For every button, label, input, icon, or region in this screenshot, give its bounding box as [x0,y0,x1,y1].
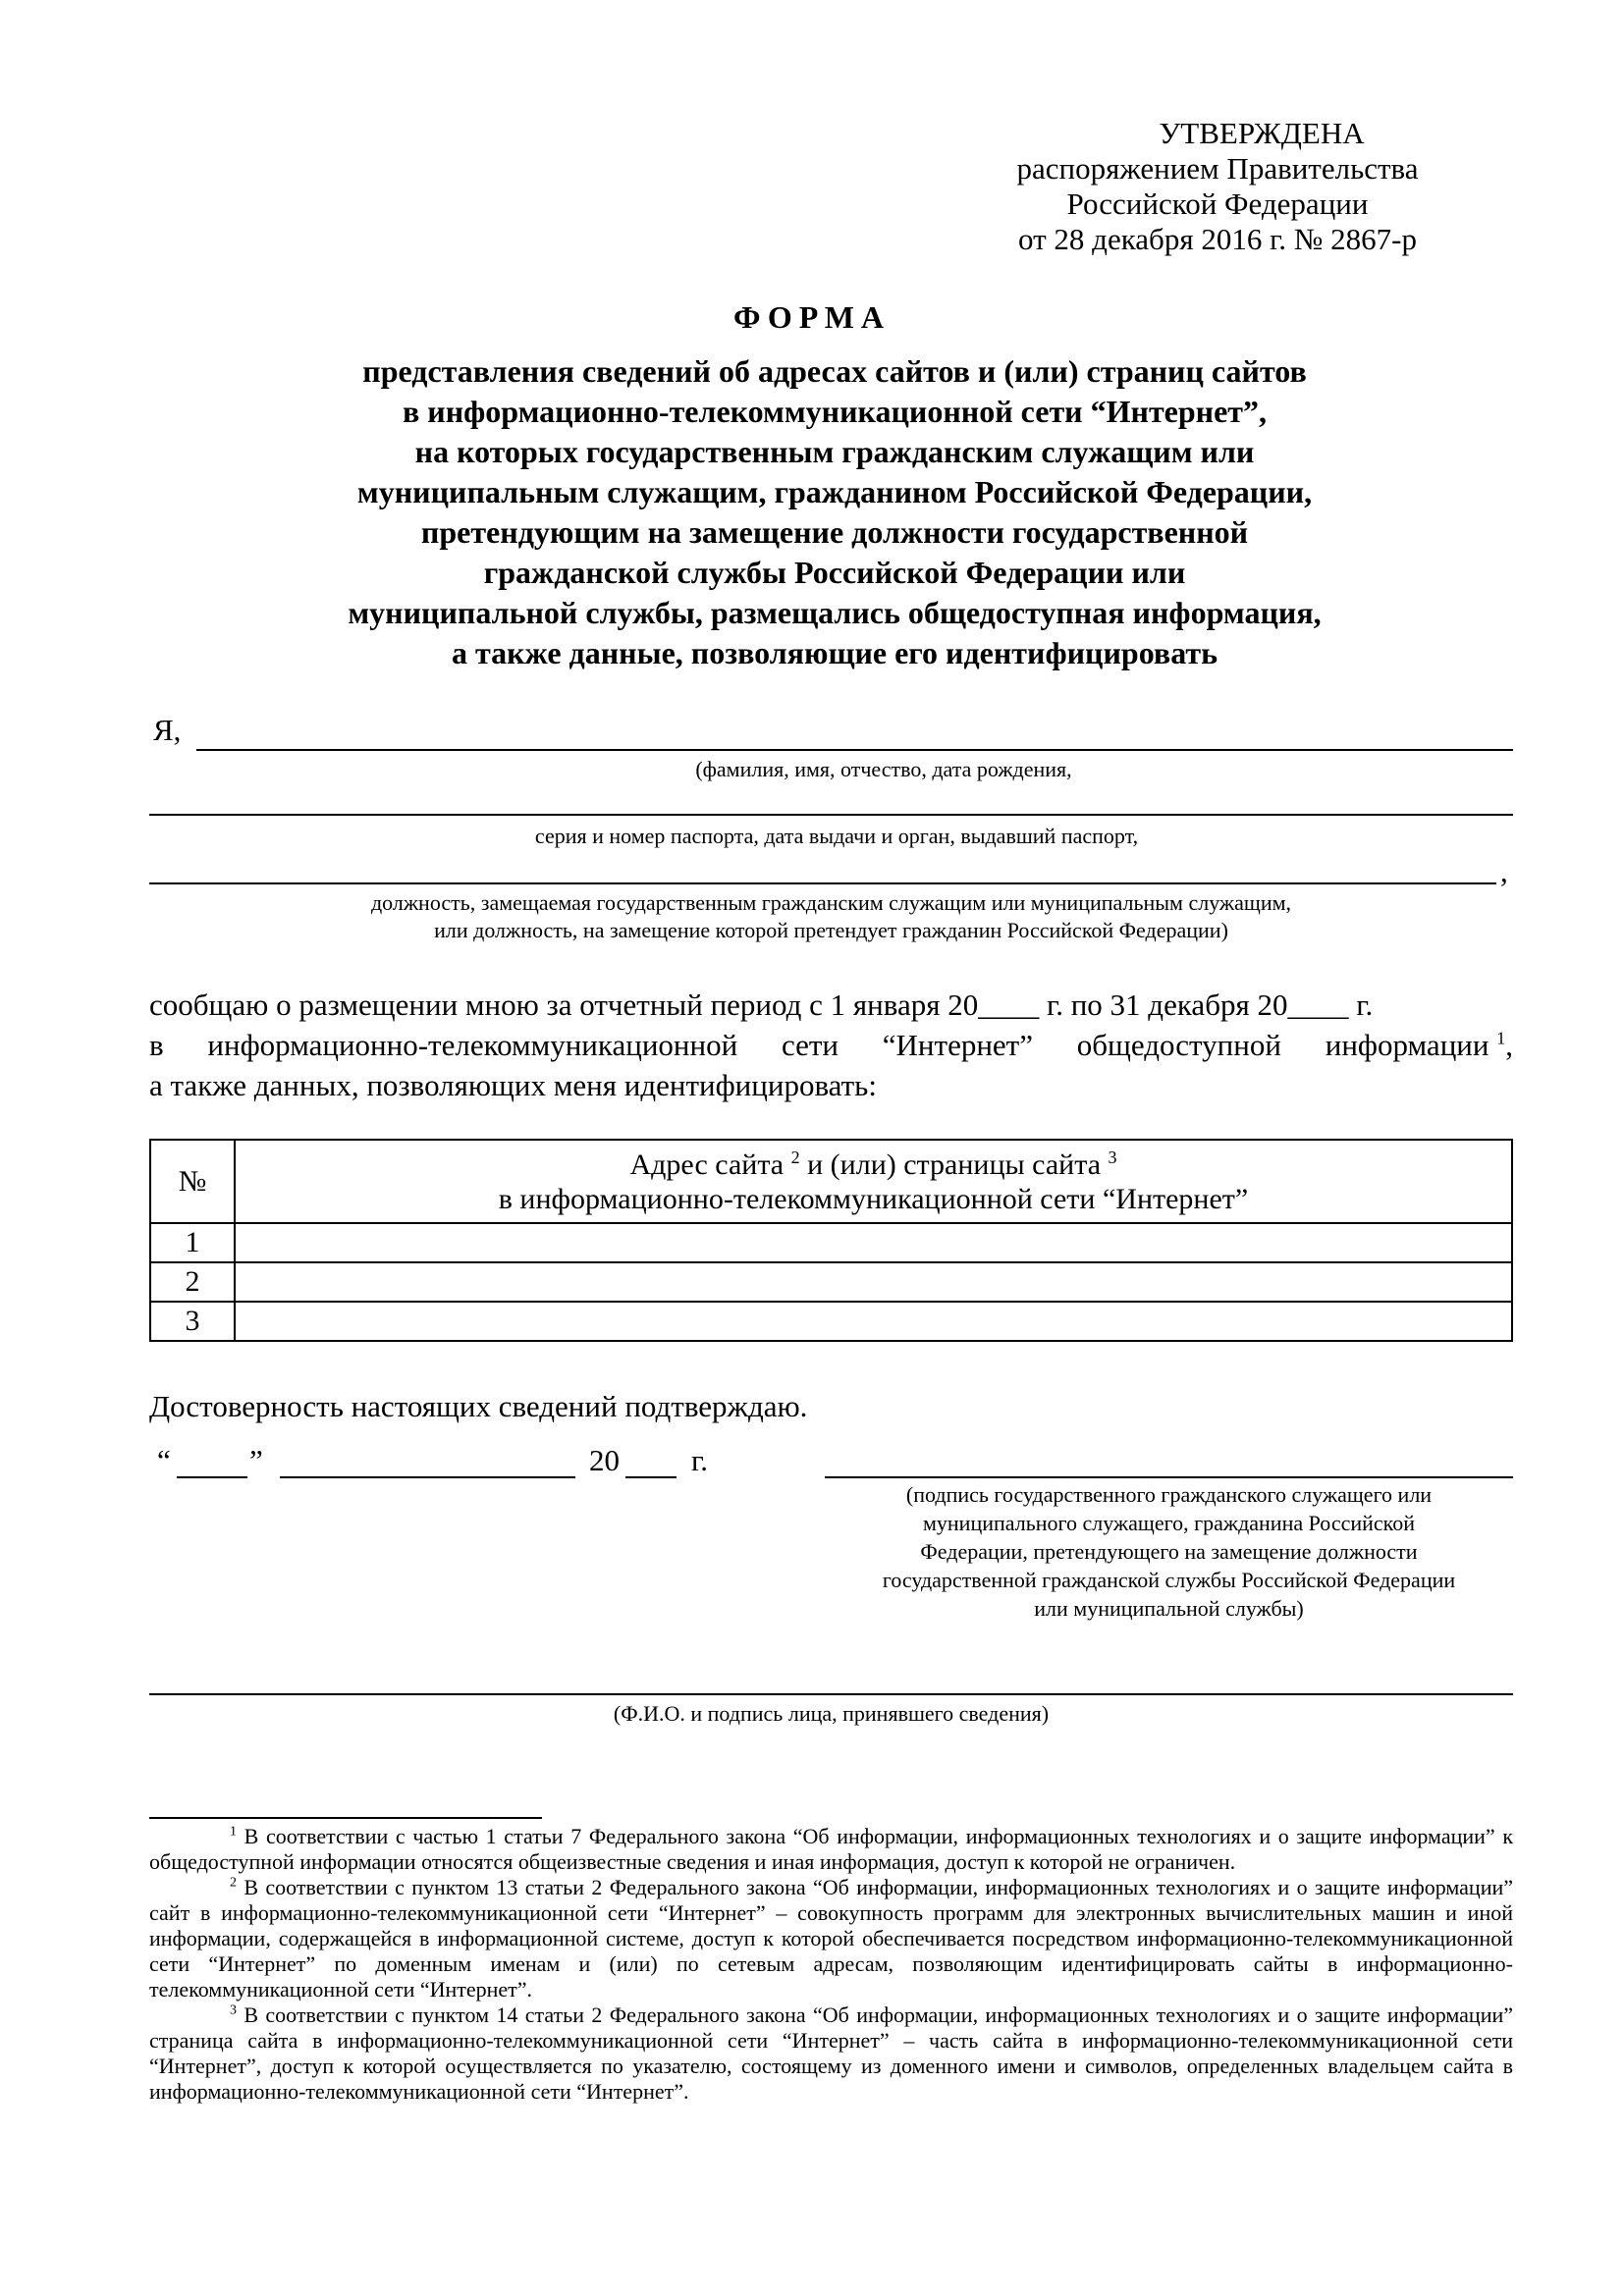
word-with-footnote [1326,1026,1513,1065]
footnote-ref-3: 3 [1108,1147,1117,1167]
open-quote: “ [157,1443,171,1477]
form-title: ФОРМА [732,299,891,335]
footnote-text: В соответствии с пунктом 14 статьи 2 Федерального закона “Об информации, информационных технологиях и о защите информации” страница сайта в информационно-телекоммуникационной сети “Интернет” – часть сайта в информационно-телекоммуникационной сети “Интернет”, доступ к которой осуществляется по указателю, состоящему из доменного имени и символов, определенных владельцем сайта в информационно-телекоммуникационной сети “Интернет”. [149,2002,1514,2104]
passport-caption: серия и номер паспорта, дата выдачи и орган, выдавший паспорт, [534,824,1139,848]
footnotes [149,1824,1513,2105]
word: “Интернет” [882,1028,1033,1062]
footnote-mark: 2 [230,1875,237,1891]
signature-caption [825,1480,1513,1623]
approval-country: Российской Федерации [1066,187,1369,221]
position-caption-1: должность, замещаемая государственным гражданским служащим или муниципальным служащим, [370,890,1292,915]
report-line-3: а также данных, позволяющих меня идентифицировать: [149,1068,877,1102]
footnote-ref-1: 1 [1496,1028,1506,1048]
footnote-separator [149,1817,542,1819]
address-header-text: Адрес сайта [629,1148,785,1181]
position-input-line[interactable] [149,882,1496,884]
address-header-line-1 [236,1148,1511,1182]
word: информационно-телекоммуникационной [207,1028,738,1062]
form-subtitle [196,351,1473,673]
receiver-input-line[interactable] [149,1693,1513,1695]
table-row [150,1223,1512,1262]
table-row [150,1262,1512,1302]
year-prefix: 20 [589,1443,620,1477]
address-header-line-2: в информационно-телекоммуникационной сети “Интернет” [498,1182,1249,1215]
subtitle-line: муниципальной службы, размещались общедоступная информация, [348,595,1322,630]
footnote-mark: 3 [230,2002,237,2018]
row-number: 1 [150,1223,235,1262]
approval-date: от 28 декабря 2016 г. № 2867-р [1018,222,1417,256]
passport-input-line[interactable] [149,814,1513,816]
word: сети [781,1028,839,1062]
sites-table [149,1139,1513,1342]
subtitle-line: представления сведений об адресах сайтов и (или) страниц сайтов [362,353,1307,389]
row-number: 2 [150,1262,235,1302]
subtitle-line: на которых государственным гражданским служащим или [414,434,1255,469]
signature-caption-line: (подпись государственного гражданского служащего или [905,1482,1433,1507]
subtitle-line: претендующим на замещение должности государственной [420,514,1249,550]
footnote-text: В соответствии с частью 1 статьи 7 Федерального закона “Об информации, информационных технологиях и о защите информации” к общедоступной информации относятся общеизвестные сведения и иная информация, доступ к которой не ограничен. [149,1824,1514,1874]
num-column-header: № [150,1140,235,1223]
table-row [150,1302,1512,1341]
report-line-2 [149,1026,1513,1065]
address-header-text: и (или) страницы сайта [807,1148,1102,1181]
footnote-1 [149,1824,1513,1875]
punct: , [1505,1028,1513,1062]
signature-caption-line: государственной гражданской службы Российской Федерации [882,1568,1456,1592]
address-cell[interactable] [235,1223,1512,1262]
approval-decree: распоряжением Правительства [1016,151,1419,186]
month-input-line[interactable] [280,1476,575,1478]
close-quote: ” [249,1443,263,1477]
signature-input-line[interactable] [825,1476,1513,1478]
position-line-comma: , [1500,854,1508,888]
subtitle-line: а также данные, позволяющие его идентифицировать [452,635,1218,670]
footnote-2 [149,1875,1513,2002]
row-number: 3 [150,1302,235,1341]
signature-caption-line: Федерации, претендующего на замещение должности [920,1539,1418,1564]
name-caption: (фамилия, имя, отчество, дата рождения, [695,757,1072,781]
word: в [149,1028,164,1062]
word: общедоступной [1076,1028,1281,1062]
name-input-line[interactable] [196,749,1513,751]
year-input-line[interactable] [625,1476,677,1478]
day-input-line[interactable] [177,1476,247,1478]
approval-block [943,116,1492,257]
address-cell[interactable] [235,1262,1512,1302]
confirmation-text: Достоверность настоящих сведений подтверждаю. [149,1389,808,1423]
table-header-row [150,1140,1512,1223]
receiver-caption: (Ф.И.О. и подпись лица, принявшего сведения) [613,1701,1050,1726]
word: информации [1325,1028,1489,1062]
address-column-header [235,1140,1512,1223]
year-suffix: г. [691,1443,708,1477]
declarant-prefix: Я, [153,713,182,747]
footnote-ref-2: 2 [790,1147,800,1167]
footnote-mark: 1 [230,1824,237,1840]
address-cell[interactable] [235,1302,1512,1341]
approval-heading: УТВЕРЖДЕНА [1159,116,1365,150]
position-caption-2: или должность, на замещение которой претендует гражданин Российской Федерации) [434,918,1228,942]
report-period-line: сообщаю о размещении мною за отчетный период с 1 января 20____ г. по 31 декабря 20____ г. [149,988,1374,1022]
subtitle-line: в информационно-телекоммуникационной сети “Интернет”, [402,394,1268,429]
footnote-text: В соответствии с пунктом 13 статьи 2 Федерального закона “Об информации, информационных технологиях и о защите информации” сайт в информационно-телекоммуникационной сети “Интернет” – совокупность программ для электронных вычислительных машин и иной информации, содержащейся в информационной системе, доступ к которой обеспечивается посредством информационно-телекоммуникационной сети “Интернет” по доменным именам и (или) по сетевым адресам, позволяющим идентифицировать сайты в информационно-телекоммуникационной сети “Интернет”. [149,1875,1514,2002]
footnote-3 [149,2002,1513,2105]
subtitle-line: муниципальным служащим, гражданином Российской Федерации, [356,474,1313,509]
signature-caption-line: муниципального служащего, гражданина Российской [922,1511,1416,1535]
signature-caption-line: или муниципальной службы) [1034,1596,1304,1621]
subtitle-line: гражданской службы Российской Федерации или [483,555,1186,590]
